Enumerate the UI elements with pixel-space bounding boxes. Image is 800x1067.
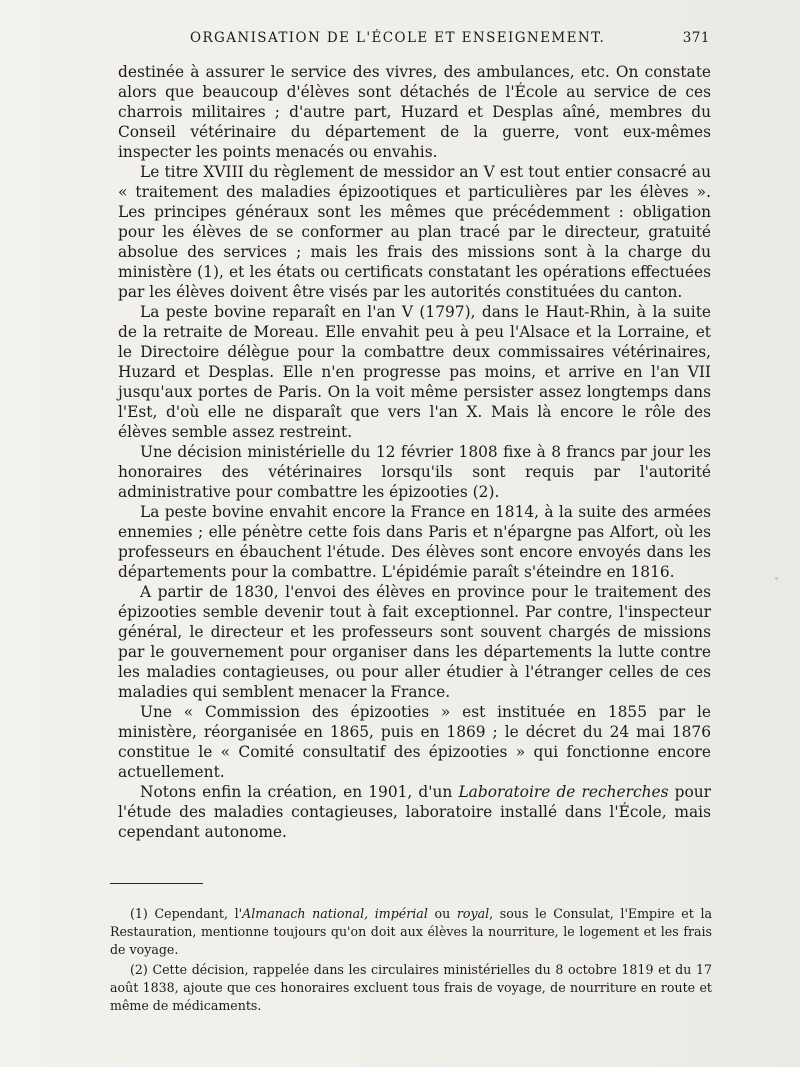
- footnote-1: [110, 905, 712, 960]
- page-number: 371: [682, 30, 710, 46]
- footnotes: [110, 905, 712, 1016]
- paragraph-8-end: pour l'étude des maladies contagieuses, laboratoire installé dans l'École, mais cependant autonome.: [118, 783, 712, 841]
- footnote-divider: [110, 883, 203, 884]
- footnote-1-start: (1) Cependant, l': [130, 906, 243, 921]
- paragraph-8-start: Notons enfin la création, en 1901, d'un: [140, 783, 459, 801]
- main-text: [118, 62, 711, 842]
- paragraph-8: [118, 782, 711, 842]
- paragraph-6: A partir de 1830, l'envoi des élèves en province pour le traitement des épizooties semble devenir tout à fait exceptionnel. Par contre, l'inspecteur général, le directeur et les professeurs sont souvent chargés de missions par le gouvernement pour organiser dans les départements la lutte contre les maladies contagieuses, ou pour aller étudier à l'étranger celles de ces maladies qui semblent menacer la France.: [118, 583, 711, 701]
- footnote-1-mid: ou: [427, 906, 457, 921]
- paragraph-7: Une « Commission des épizooties » est instituée en 1855 par le ministère, réorganisée en 1865, puis en 1869 ; le décret du 24 mai 1876 constitue le « Comité consultatif des épizooties » qui fonctionne encore actuellement.: [118, 703, 711, 781]
- paragraph-4: Une décision ministérielle du 12 février 1808 fixe à 8 francs par jour les honoraires des vétérinaires lorsqu'ils sont requis par l'autorité administrative pour combattre les épizooties (2).: [118, 443, 711, 501]
- laboratory-title: Laboratoire de recherches: [458, 783, 669, 801]
- paper-speck: [775, 577, 778, 580]
- paragraph-3: La peste bovine reparaît en l'an V (1797), dans le Haut-Rhin, à la suite de la retraite de Moreau. Elle envahit peu à peu l'Alsace et la Lorraine, et le Directoire délègue pour la combattre deux commissaires vétérinaires, Huzard et Desplas. Elle n'en progresse pas moins, et arrive en l'an VII jusqu'aux portes de Paris. On la voit même persister assez longtemps dans l'Est, d'où elle ne disparaît que vers l'an X. Mais là encore le rôle des élèves semble assez restreint.: [118, 303, 711, 441]
- almanach-royal: royal: [456, 906, 490, 921]
- paragraph-1: destinée à assurer le service des vivres, des ambulances, etc. On constate alors que beaucoup d'élèves sont détachés de l'École au service de ces charrois militaires ; d'autre part, Huzard et Desplas aîné, membres du Conseil vétérinaire du département de la guerre, vont eux-mêmes inspecter les points menacés ou envahis.: [118, 63, 711, 161]
- almanach-title: Almanach national, impérial: [242, 906, 428, 921]
- footnote-2: (2) Cette décision, rappelée dans les circulaires ministérielles du 8 octobre 1819 et du 17 août 1838, ajoute que ces honoraires excluent tous frais de voyage, de nourriture en route et même de médicaments.: [110, 961, 712, 1014]
- running-header: [190, 30, 710, 52]
- paragraph-2: Le titre XVIII du règlement de messidor an V est tout entier consacré au « traitement des maladies épizootiques et particulières par les élèves ». Les principes généraux sont les mêmes que précédemment : obligation pour les élèves de se conformer au plan tracé par le directeur, gratuité absolue des services ; mais les frais des missions sont à la charge du ministère (1), et les états ou certificats constatant les opérations effectuées par les élèves doivent être visés par les autorités constituées du canton.: [118, 163, 711, 301]
- paragraph-5: La peste bovine envahit encore la France en 1814, à la suite des armées ennemies ; elle pénètre cette fois dans Paris et n'épargne pas Alfort, où les professeurs en ébauchent l'étude. Des élèves sont encore envoyés dans les départements pour la combattre. L'épidémie paraît s'éteindre en 1816.: [118, 503, 711, 581]
- footnote-1-end: , sous le Consulat, l'Empire et la Restauration, mentionne toujours qu'on doit aux élèves la nourriture, le logement et les frais de voyage.: [110, 906, 712, 958]
- header-title: ORGANISATION DE L'ÉCOLE ET ENSEIGNEMENT.: [190, 30, 606, 46]
